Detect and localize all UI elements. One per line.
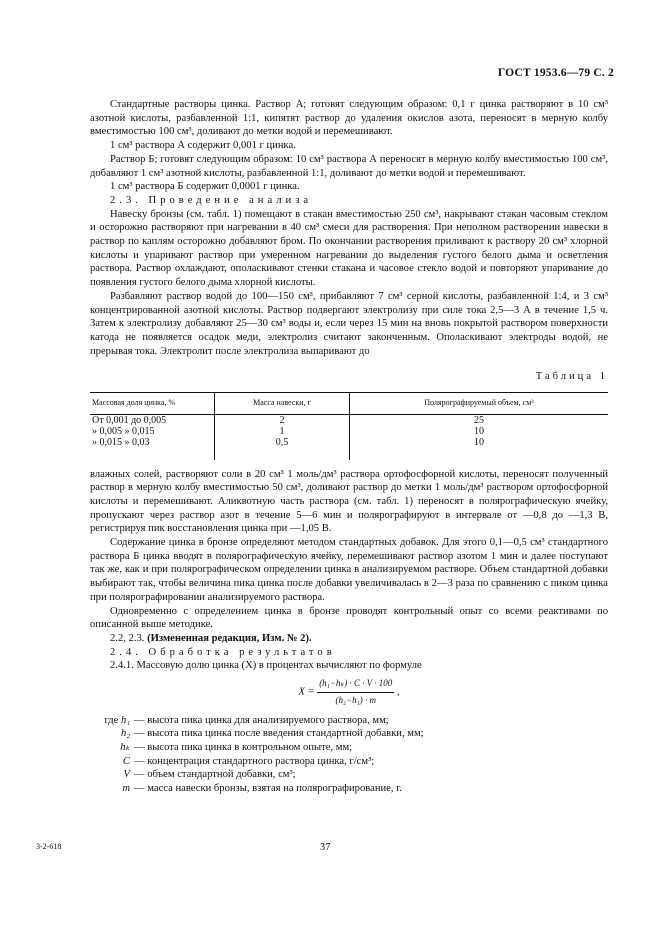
legend-prefix: где <box>104 714 119 726</box>
legend-symbol: h₂ <box>121 728 130 740</box>
formula-numerator: (h₁−hₖ) · C · V · 100 <box>317 677 394 693</box>
amendment-text: (Измененная редакция, Изм. № 2). <box>147 633 312 644</box>
legend-var: h₁ <box>121 714 130 726</box>
formula-tail: , <box>396 686 400 698</box>
table-row <box>90 426 608 437</box>
paragraph: 1 см³ раствора А содержит 0,001 г цинка. <box>110 140 296 152</box>
legend-symbol <box>90 714 134 728</box>
legend-symbol: C <box>122 755 130 767</box>
legend-text: — высота пика цинка в контрольном опыте, мм; <box>134 741 353 753</box>
legend-text: — высота пика цинка после введения стандартной добавки, мм; <box>134 728 424 740</box>
paragraph: влажных солей, растворяют соли в 20 см³ 1 моль/дм³ раствора ортофосфорной кислоты, переносят полученный раствор в мерную колбу вместимостью 50 см³, доливают раствор до метки 1 моль/дм³ раствором ортофосфорной кислоты и перемешивают. Аликвотную часть раствора (см. табл. 1) переносят в полярографическую ячейку, пропускают через раствор азот в течение 5—6 мин и полярографируют в интервале от —0,8 до —1,3 В, регистрируя пик восстановления цинка при —1,05 В. <box>90 468 608 535</box>
legend-item <box>90 741 608 755</box>
section-heading: 2.4. Обработка результатов <box>110 646 336 658</box>
table-cell: 0,5 <box>215 437 350 460</box>
legend-item <box>90 727 608 741</box>
table-caption: Таблица 1 <box>535 371 608 383</box>
table-header-cell: Масса навески, г <box>215 393 350 415</box>
paragraph: Раствор Б; готовят следующим образом: 10 см³ раствора А переносят в мерную колбу вместимостью 100 см³, добавляют 1 см³ азотной кислоты, разбавленной 1:1, доливают до метки водой и перемешивают. <box>90 153 608 179</box>
legend-symbol: V <box>123 769 130 781</box>
table-cell: 10 <box>350 437 609 460</box>
table-row <box>90 437 608 460</box>
paragraph: Разбавляют раствор водой до 100—150 см³, прибавляют 7 см³ серной кислоты, разбавленной 1:4, и 3 см³ концентрированной азотной кислоты. Раствор подвергают электролизу при силе тока 2,5—3 А в течение 1,5 ч. Затем к электролизу добавляют 25—30 см³ воды и, если через 15 мин на вновь покрытой раствором поверхности катода не появляется осадок меди, электролиз считают законченным. Ополаскивают электроды водой, не прерывая тока. Электролит после электролиза выпаривают до <box>90 290 608 357</box>
table-cell: 10 <box>350 426 609 437</box>
legend-text: — масса навески бронзы, взятая на полярографирование, г. <box>134 783 402 795</box>
paragraph: 2.4.1. Массовую долю цинка (X) в процентах вычисляют по формуле <box>110 660 422 672</box>
legend-text: — высота пика цинка для анализируемого раствора, мм; <box>134 714 389 726</box>
formula-legend <box>90 714 608 796</box>
formula-fraction <box>317 677 394 707</box>
document-body <box>90 98 608 796</box>
legend-item <box>90 714 608 728</box>
paragraph: Одновременно с определением цинка в бронзе проводят контрольный опыт со всеми реактивами по описанной выше методике. <box>90 605 608 631</box>
table-cell: От 0,001 до 0,005 <box>92 414 167 426</box>
legend-item <box>90 782 608 796</box>
legend-text: — концентрация стандартного раствора цинка, г/см³; <box>134 755 375 767</box>
legend-item <box>90 755 608 769</box>
table-header-row <box>90 393 608 415</box>
section-heading: 2.3. Проведение анализа <box>110 194 313 206</box>
table-cell: 1 <box>215 426 350 437</box>
paragraph: Навеску бронзы (см. табл. 1) помещают в стакан вместимостью 250 см³, накрывают стакан часовым стеклом и осторожно растворяют при нагревании в 40 см³ смеси для растворения. При неполном растворении навески в раствор по каплям осторожно добавляют бром. По окончании растворения приливают к раствору 20 см³ хлорной кислоты и упаривают раствор при умеренном нагревании до выделения густого белого дыма и осветления раствора. Раствор охлаждают, ополаскивают стенки стакана и часовое стекло водой и повторяют упаривание до появления густого белого дыма хлорной кислоты. <box>90 208 608 289</box>
amendment-note <box>90 632 608 646</box>
formula <box>90 677 608 707</box>
legend-text: — объем стандартной добавки, см³; <box>134 769 296 781</box>
paragraph: Содержание цинка в бронзе определяют методом стандартных добавок. Для этого 0,1—0,5 см³ стандартного раствора Б цинка вводят в полярографическую ячейку, перемешивают раствор азотом 1 мин и далее поступают так же, как и при полярографическом определении цинка в анализируемом растворе. Объем стандартной добавки выбирают так, чтобы величина пика цинка после добавки увеличивалась в 2—3 раза по сравнению с пиком цинка при полярографировании анализируемого раствора. <box>90 537 608 603</box>
legend-symbol: m <box>122 783 130 795</box>
table-header-cell: Полярографируемый объем, см³ <box>350 393 609 415</box>
formula-denominator: (h₂−h₁) · m <box>335 694 377 705</box>
table-cell: » 0,015 » 0,03 <box>92 436 150 448</box>
amendment-sections: 2.2, 2.3. <box>110 633 145 644</box>
table-cell: » 0,005 » 0,015 <box>92 425 155 437</box>
table-cell: 2 <box>215 414 350 426</box>
legend-symbol: hₖ <box>120 741 130 753</box>
footer-code: 3-2-618 <box>36 842 62 851</box>
paragraph: 1 см³ раствора Б содержит 0,0001 г цинка. <box>110 181 300 193</box>
page-number: 37 <box>320 842 331 853</box>
table-cell: 25 <box>350 414 609 426</box>
data-table <box>90 392 608 460</box>
table-row <box>90 414 608 426</box>
page-header: ГОСТ 1953.6—79 С. 2 <box>497 67 614 79</box>
paragraph: Стандартные растворы цинка. Раствор А; готовят следующим образом: 0,1 г цинка растворяют в 10 см³ азотной кислоты, разбавленной 1:1, кипятят раствор до удаления окислов азота, переносят в мерную колбу вместимостью 100 см³, доливают до метки водой и перемешивают. <box>90 99 608 138</box>
table-header-cell: Массовая доля цинка, % <box>90 393 215 415</box>
formula-lhs: X = <box>298 686 315 698</box>
legend-item <box>90 768 608 782</box>
